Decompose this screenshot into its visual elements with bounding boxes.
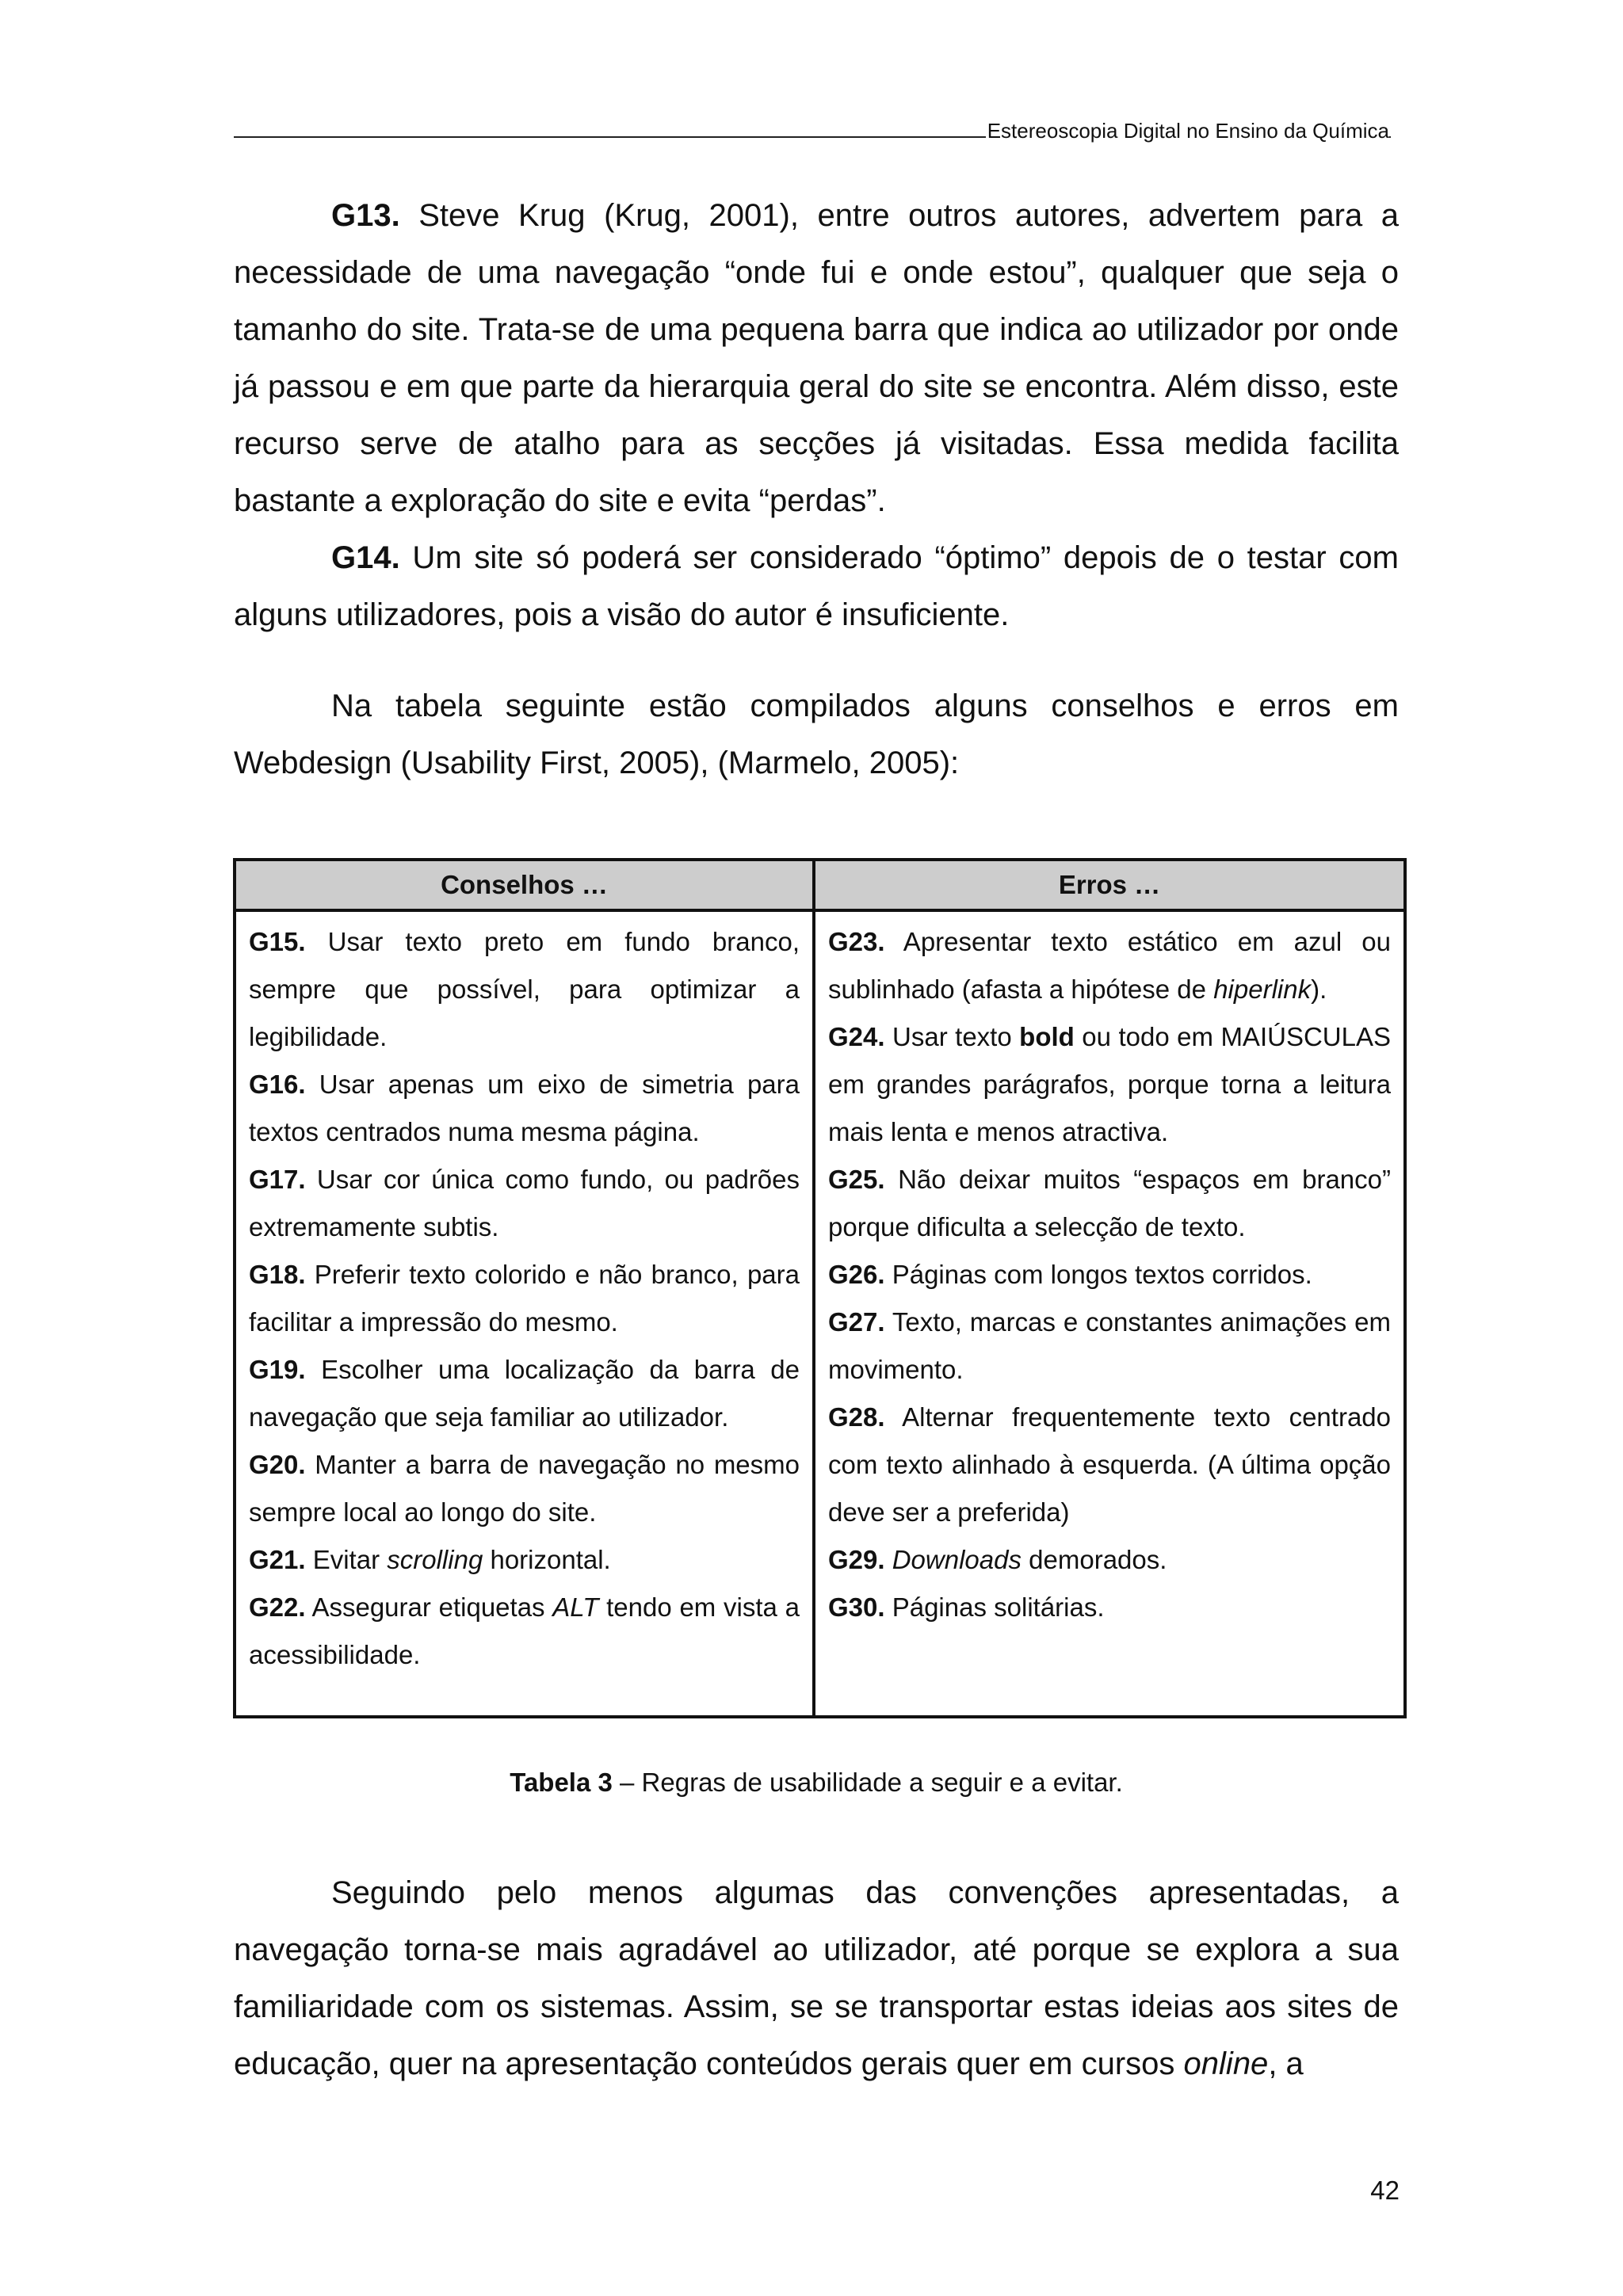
rule-g28 <box>828 1394 1391 1536</box>
rule-label: G18. <box>249 1260 306 1289</box>
rule-g23 <box>828 918 1391 1013</box>
rule-g24 <box>828 1013 1391 1156</box>
rule-g22 <box>249 1584 800 1679</box>
rule-label: G22. <box>249 1592 306 1622</box>
rule-g18 <box>249 1251 800 1346</box>
text-g14: Um site só poderá ser considerado “óptimo” depois de o testar com alguns utilizadores, pois a visão do autor é insuficiente. <box>234 540 1399 632</box>
rule-g19 <box>249 1346 800 1441</box>
erros-cell <box>814 910 1405 1717</box>
rule-text <box>885 1545 892 1574</box>
rule-label: G25. <box>828 1165 885 1194</box>
rule-text: ou todo em MAIÚSCULAS em grandes parágrafos, porque torna a leitura mais lenta e menos atractiva. <box>828 1022 1391 1146</box>
rule-label: G30. <box>828 1592 885 1622</box>
rule-italic-term: Downloads <box>892 1545 1022 1574</box>
rule-text: Não deixar muitos “espaços em branco” porque dificulta a selecção de texto. <box>828 1165 1391 1241</box>
table-intro <box>234 677 1399 791</box>
rule-text: horizontal. <box>483 1545 611 1574</box>
rule-g27 <box>828 1299 1391 1394</box>
rule-text: Preferir texto colorido e não branco, para facilitar a impressão do mesmo. <box>249 1260 800 1337</box>
rule-label: G19. <box>249 1355 306 1384</box>
rule-label: G27. <box>828 1307 885 1337</box>
rule-text: Manter a barra de navegação no mesmo sempre local ao longo do site. <box>249 1450 800 1527</box>
rule-text: Apresentar texto estático em azul ou sublinhado (afasta a hipótese de <box>828 927 1391 1004</box>
label-g14: G14. <box>331 540 400 575</box>
rule-label: G15. <box>249 927 306 956</box>
paragraph-g14 <box>234 529 1399 643</box>
closing-text-start: Seguindo pelo menos algumas das convenções apresentadas, a navegação torna-se mais agradável ao utilizador, até porque se explora a sua familiaridade com os sistemas. Assim, se se transportar estas ideias aos sites de educação, quer na apresentação conteúdos gerais quer em cursos <box>234 1875 1399 2081</box>
rule-text: tendo em vista a acessibilidade. <box>249 1592 800 1669</box>
rule-text: Usar cor única como fundo, ou padrões extremamente subtis. <box>249 1165 800 1241</box>
rule-text: Evitar <box>305 1545 388 1574</box>
rule-g15 <box>249 918 800 1061</box>
label-g13: G13. <box>331 198 400 233</box>
rule-text: Texto, marcas e constantes animações em movimento. <box>828 1307 1391 1384</box>
caption-text: – Regras de usabilidade a seguir e a evitar. <box>612 1768 1123 1797</box>
rule-label: G24. <box>828 1022 885 1051</box>
header-conselhos: Conselhos … <box>235 860 814 910</box>
rule-label: G28. <box>828 1402 885 1432</box>
closing-italic-term: online <box>1183 2046 1269 2081</box>
rule-italic-term: ALT <box>552 1592 599 1622</box>
closing-paragraph <box>234 1864 1399 2092</box>
rule-label: G20. <box>249 1450 306 1479</box>
running-header <box>234 103 1391 143</box>
rule-label: G23. <box>828 927 885 956</box>
rule-label: G17. <box>249 1165 306 1194</box>
caption-label: Tabela 3 <box>510 1768 613 1797</box>
usability-rules-table <box>233 858 1407 1718</box>
rule-g21 <box>249 1536 800 1584</box>
table-row <box>235 910 1405 1717</box>
rule-text: Escolher uma localização da barra de navegação que seja familiar ao utilizador. <box>249 1355 800 1432</box>
header-erros: Erros … <box>814 860 1405 910</box>
closing-text <box>234 1864 1399 2092</box>
rule-g25 <box>828 1156 1391 1251</box>
guidelines-g13-g14 <box>234 187 1399 643</box>
rule-text: Assegurar etiquetas <box>305 1592 553 1622</box>
page-number: 42 <box>1370 2176 1400 2205</box>
rule-text: Usar apenas um eixo de simetria para textos centrados numa mesma página. <box>249 1070 800 1146</box>
rule-g30 <box>828 1584 1391 1631</box>
rule-text: Usar texto <box>884 1022 1020 1051</box>
table-caption <box>234 1767 1399 1798</box>
rule-bold-term: bold <box>1019 1022 1075 1051</box>
rule-g16 <box>249 1061 800 1156</box>
rule-label: G21. <box>249 1545 306 1574</box>
rule-text: demorados. <box>1021 1545 1167 1574</box>
rule-g26 <box>828 1251 1391 1299</box>
rule-text: Usar texto preto em fundo branco, sempre que possível, para optimizar a legibilidade. <box>249 927 800 1051</box>
conselhos-cell <box>235 910 814 1717</box>
rule-g20 <box>249 1441 800 1536</box>
paragraph-g13 <box>234 187 1399 529</box>
rule-label: G26. <box>828 1260 885 1289</box>
rule-label: G16. <box>249 1070 306 1099</box>
closing-text-end: , a <box>1268 2046 1304 2081</box>
rule-text: Páginas solitárias. <box>884 1592 1105 1622</box>
rule-text: Alternar frequentemente texto centrado com texto alinhado à esquerda. (A última opção deve ser a preferida) <box>828 1402 1391 1527</box>
running-header-title: Estereoscopia Digital no Ensino da Química <box>987 119 1389 143</box>
rule-label: G29. <box>828 1545 885 1574</box>
rule-text: Páginas com longos textos corridos. <box>884 1260 1312 1289</box>
rule-g29 <box>828 1536 1391 1584</box>
table-header-row <box>235 860 1405 910</box>
rule-text: ). <box>1311 974 1327 1004</box>
intro-paragraph: Na tabela seguinte estão compilados alguns conselhos e erros em Webdesign (Usability First, 2005), (Marmelo, 2005): <box>234 688 1399 780</box>
rule-italic-term: scrolling <box>387 1545 483 1574</box>
text-g13: Steve Krug (Krug, 2001), entre outros autores, advertem para a necessidade de uma navegação “onde fui e onde estou”, qualquer que seja o tamanho do site. Trata-se de uma pequena barra que indica ao utilizador por onde já passou e em que parte da hierarquia geral do site se encontra. Além disso, este recurso serve de atalho para as secções já visitadas. Essa medida facilita bastante a exploração do site e evita “perdas”. <box>234 198 1399 518</box>
rule-italic-term: hiperlink <box>1213 974 1312 1004</box>
rule-g17 <box>249 1156 800 1251</box>
